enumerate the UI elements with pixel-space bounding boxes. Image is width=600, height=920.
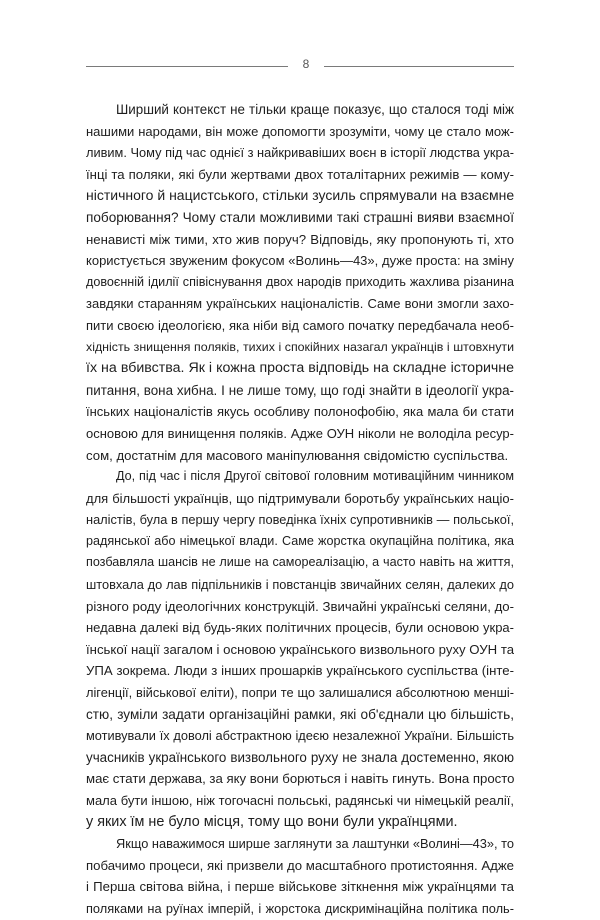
text-line: різного роду ідеологічних конструкцій. Звичайні українські селяни, до- [86,598,514,614]
text-line: мала бути іншою, ніж тогочасні польські, радянські чи німецькій реалії, [86,793,514,808]
text-line: поляками на руїнах імперій, і жорстока дискримінаційна політика поль- [86,900,514,916]
text-line: До, під час і після Другої світової головним мотиваційним чинником [116,469,514,484]
text-line: їнської нації загалом і основою українського визвольного руху ОУН та [86,641,514,657]
text-line: у яких їм не було місця, тому що вони були українцями. [86,813,458,830]
text-line: користується звуженим фокусом «Волинь—43», дуже проста: на зміну [86,253,514,269]
text-line: УПА зокрема. Люди з інших прошарків українського суспільства (інте- [86,663,514,679]
text-line: мотивували їх доволі абстрактною ідеєю незалежної України. Більшість [86,728,514,744]
text-line: Якщо наважимося ширше заглянути за лаштунки «Волині—43», то [116,836,514,852]
text-line: недавна далекі від будь-яких політичних процесів, були основою укра- [86,620,514,636]
text-line: пити своєю ідеологією, яка ніби від самого початку передбачала необ- [86,317,514,333]
text-line: Ширший контекст не тільки краще показує, що сталося тоді між [116,102,514,117]
text-line: учасників українського визвольного руху не знала достеменно, якою [86,749,514,765]
text-line: їнських націоналістів якусь особливу полонофобію, яка мала би стати [86,404,514,420]
text-line: має стати держава, за яку вони борються і навіть гинуть. Вона просто [86,771,514,787]
header-rule-left [86,66,288,67]
text-line: лігенції, військової еліти), попри те що залишалися абсолютною менші- [86,685,514,701]
text-line: їх на вбивства. Як і кожна проста відповідь на складне історичне [86,360,514,377]
text-line: радянської або німецької влади. Саме жорстка окупаційна політика, яка [86,533,514,548]
text-line: поборювання? Чому стали можливими такі страшні вияви взаємної [86,209,514,225]
page-number: 8 [302,57,310,71]
text-line: побачимо процеси, які призвели до масштабного протистояння. Адже [86,857,514,873]
page-header [86,56,514,76]
text-line: нашими народами, він може допомогти зрозуміти, чому це стало мож- [86,123,514,139]
body-text [86,99,514,920]
text-line: сом, достатнім для масового маніпулювання свідомістю суспільства. [86,447,509,463]
text-line: ненависті між тими, хто жив поруч? Відповідь, яку пропонують ті, хто [86,231,514,247]
text-line: штовхала до лав підпільників і повстанців звичайних селян, далеких до [86,577,514,593]
text-line: основою для винищення поляків. Адже ОУН ніколи не володіла ресур- [86,425,514,441]
text-line: довоєнній ідилії співіснування двох народів приходить жахлива різанина [86,274,514,289]
text-line: хідність знищення поляків, тихих і спокійних назагал українців і штовхнути [86,339,514,354]
text-line: завдяки старанням українських націоналістів. Саме вони змогли захо- [86,296,514,312]
text-line: позбавляла шансів не лише на самореалізацію, а часто навіть на життя, [86,555,514,570]
text-line: і Перша світова війна, і перше військове зіткнення між українцями та [86,879,514,895]
text-line: налістів, була в першу чергу поведінка їхніх супротивників — польської, [86,512,514,528]
text-line: стю, зуміли задати організаційні рамки, які об'єднали цю більшість, [86,706,514,722]
text-line: ливим. Чому під час однієї з найкривавіших воєн в історії людства укра- [86,145,514,161]
text-line: питання, вона хибна. І не лише тому, що годі знайти в ідеології укра- [86,382,514,398]
header-rule-right [324,66,514,67]
text-line: для більшості українців, що підтримували боротьбу українських націо- [86,490,514,506]
text-line: їнці та поляки, які були жертвами двох тоталітарних режимів — кому- [86,166,514,182]
text-line: ністичного й нацистського, стільки зусиль спрямували на взаємне [86,187,514,204]
